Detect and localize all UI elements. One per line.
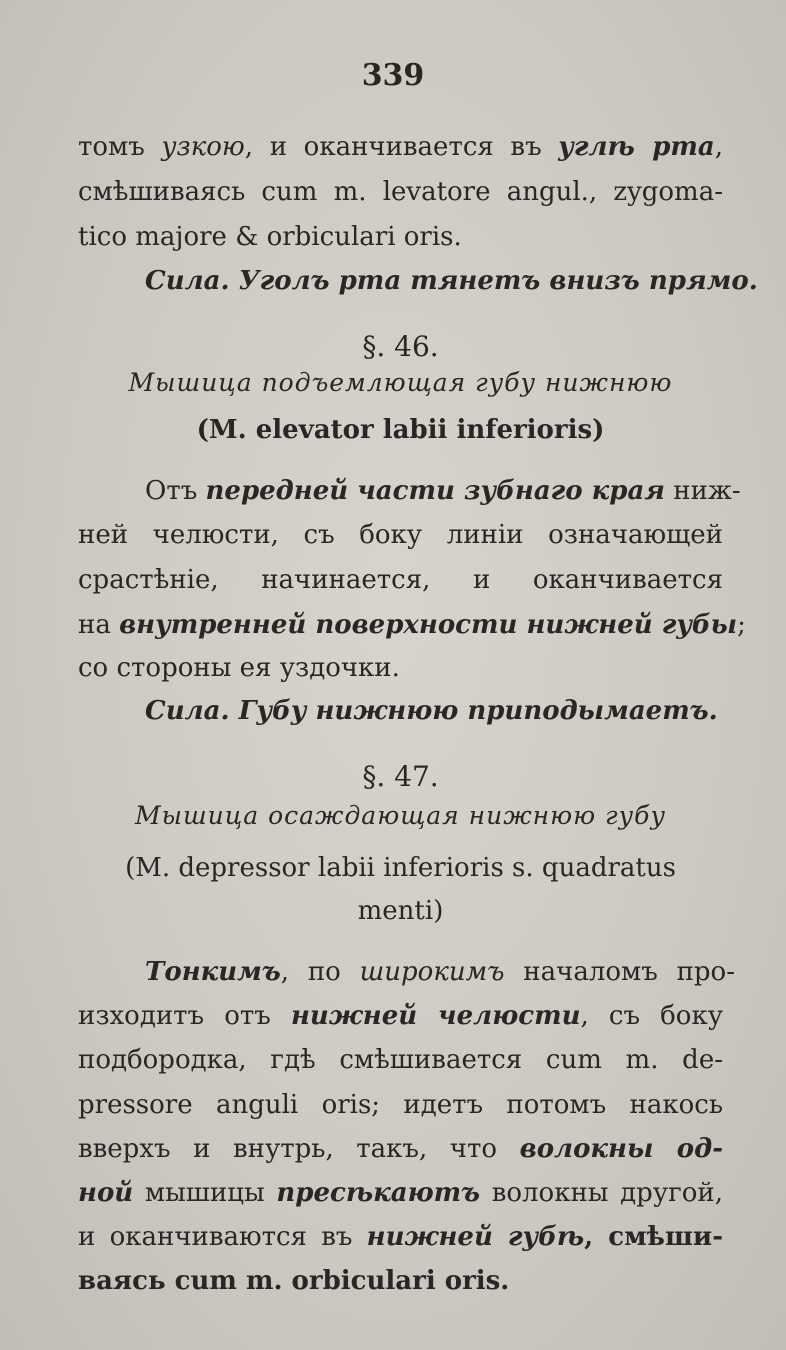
italic-text: Уголъ рта тянетъ внизъ прямо.: [238, 266, 758, 296]
text: мышицы: [133, 1178, 277, 1208]
text: , съ боку: [580, 1001, 723, 1031]
text: , смѣши-: [584, 1222, 723, 1252]
latin-name-cont: menti): [357, 896, 444, 926]
force-label: Сила.: [145, 266, 239, 296]
text-line: tico majore & orbiculari oris.: [78, 222, 462, 252]
text-line: подбородка, гдѣ смѣшивается cum m. de-: [78, 1045, 723, 1075]
italic-text: пресѣкаютъ: [276, 1178, 481, 1208]
text-line: [145, 472, 741, 510]
force-line: [145, 692, 735, 730]
text-line: со стороны ея уздочки.: [78, 653, 400, 683]
text-line: pressore anguli oris; идетъ потомъ накось: [78, 1090, 723, 1120]
italic-text: нижней челюсти: [290, 1001, 581, 1031]
text: ниж-: [665, 476, 741, 506]
text-line: смѣшиваясь cum m. levatore angul., zygoma-: [78, 177, 723, 207]
text: и оканчиваются въ: [78, 1222, 367, 1252]
text-line: ней челюсти, съ боку линіи означающей: [78, 520, 723, 550]
italic-text: узкою: [161, 132, 245, 162]
section-number: §. 46.: [362, 330, 439, 363]
italic-text: нижней губѣ: [366, 1222, 585, 1252]
page-number: 339: [361, 58, 425, 93]
latin-name: (M. elevator labii inferioris): [196, 415, 605, 445]
text: ;: [737, 610, 746, 640]
text-line: [78, 1218, 723, 1256]
text: волокны другой,: [480, 1178, 723, 1208]
italic-text: Губу нижнюю приподымаетъ.: [238, 696, 718, 726]
text: , по: [280, 957, 360, 987]
section-title: Мышица осаждающая нижнюю губу: [135, 801, 666, 830]
text-line: ваясь cum m. orbiculari oris.: [78, 1266, 510, 1296]
text-line: срастѣніе, начинается, и оканчивается: [78, 565, 723, 595]
text-line: [78, 606, 746, 644]
italic-text: волокны од-: [519, 1134, 723, 1164]
latin-name: (M. depressor labii inferioris s. quadratus: [125, 853, 676, 883]
italic-text: углѣ рта: [558, 132, 715, 162]
force-line: [145, 262, 758, 300]
italic-text: передней части зубнаго края: [205, 476, 665, 506]
force-label: Сила.: [145, 696, 239, 726]
text-line: [78, 997, 723, 1035]
text-line: [78, 1174, 723, 1212]
text: на: [78, 610, 120, 640]
text-line: [78, 1130, 723, 1168]
italic-text: широкимъ: [359, 957, 505, 987]
text-line: [145, 953, 735, 991]
text: томъ: [78, 132, 162, 162]
text: изходитъ отъ: [78, 1001, 291, 1031]
italic-text: Тонкимъ: [145, 957, 281, 987]
text: Отъ: [145, 476, 206, 506]
text: началомъ про-: [504, 957, 735, 987]
text: ,: [714, 132, 723, 162]
section-number: §. 47.: [362, 760, 439, 793]
section-title: Мышица подъемлющая губу нижнюю: [128, 368, 673, 397]
text: , и оканчивается въ: [244, 132, 559, 162]
text-line: [78, 128, 723, 166]
italic-text: внутренней поверхности нижней губы: [119, 610, 738, 640]
italic-text: ной: [78, 1178, 134, 1208]
text: вверхъ и внутрь, такъ, что: [78, 1134, 520, 1164]
